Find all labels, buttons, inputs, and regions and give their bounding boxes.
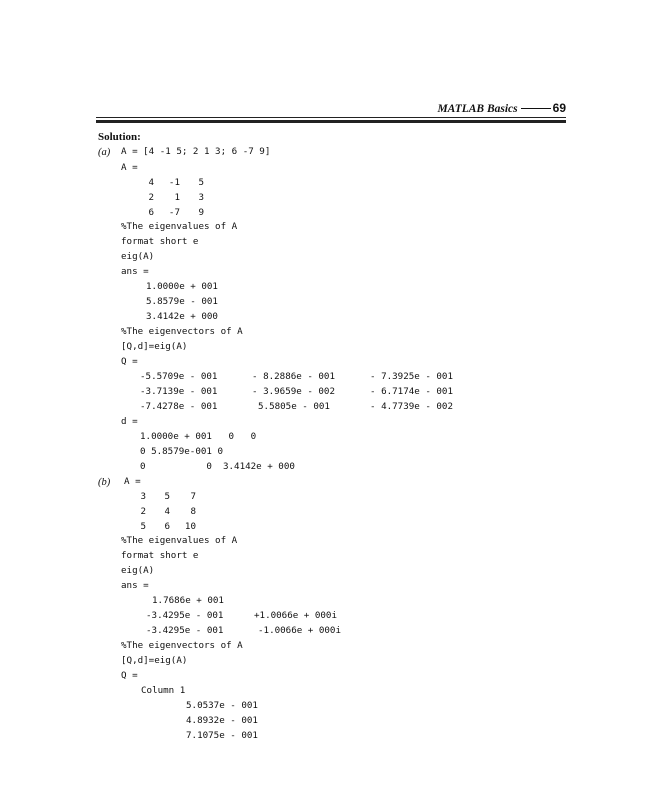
part-a-d-label: d = bbox=[121, 416, 138, 427]
part-a-qd-command: [Q,d]=eig(A) bbox=[121, 341, 188, 352]
solution-heading: Solution: bbox=[98, 131, 141, 143]
part-b-eigenvalue: -3.4295e - 001 bbox=[146, 610, 224, 621]
q-cell: - 6.7174e - 001 bbox=[370, 386, 453, 397]
matrix-cell: -7 bbox=[168, 207, 180, 218]
part-b-comment-eigenvectors: %The eigenvectors of A bbox=[121, 640, 243, 651]
part-b-comment-eigenvalues: %The eigenvalues of A bbox=[121, 535, 238, 546]
part-a-label: (a) bbox=[98, 147, 111, 158]
part-b-eigenvalue: -3.4295e - 001 bbox=[146, 625, 224, 636]
matrix-cell: 1 bbox=[174, 192, 180, 203]
running-head-title: MATLAB Basics bbox=[437, 103, 518, 115]
q-cell: - 8.2886e - 001 bbox=[252, 371, 335, 382]
matrix-cell: 6 bbox=[164, 521, 170, 532]
page-number: 69 bbox=[552, 101, 566, 115]
header-rule-thick bbox=[96, 120, 566, 123]
matrix-cell: 8 bbox=[190, 506, 196, 517]
part-b-column-label: Column 1 bbox=[141, 685, 186, 696]
part-a-eigenvalue: 3.4142e + 000 bbox=[146, 311, 218, 322]
part-b-eigenvalue-imag: +1.0066e + 000i bbox=[254, 610, 337, 621]
part-b-column-value: 7.1075e - 001 bbox=[186, 730, 258, 741]
q-cell: - 3.9659e - 002 bbox=[252, 386, 335, 397]
matrix-cell: 10 bbox=[184, 521, 196, 532]
part-a-d-row: 0 0 3.4142e + 000 bbox=[140, 461, 295, 472]
part-a-ans-label: ans = bbox=[121, 266, 149, 277]
part-a-eigenvalue: 5.8579e - 001 bbox=[146, 296, 218, 307]
part-b-format-command: format short e bbox=[121, 550, 199, 561]
q-cell: - 4.7739e - 002 bbox=[370, 401, 453, 412]
part-a-command: A = [4 -1 5; 2 1 3; 6 -7 9] bbox=[121, 146, 271, 157]
q-cell: - 7.3925e - 001 bbox=[370, 371, 453, 382]
q-cell: -3.7139e - 001 bbox=[140, 386, 218, 397]
matrix-cell: 2 bbox=[148, 192, 154, 203]
matrix-cell: -1 bbox=[168, 177, 180, 188]
part-a-eig-command: eig(A) bbox=[121, 251, 155, 262]
matrix-cell: 7 bbox=[190, 491, 196, 502]
part-b-ans-label: ans = bbox=[121, 580, 149, 591]
part-a-d-row: 0 5.8579e-001 0 bbox=[140, 446, 223, 457]
matrix-cell: 5 bbox=[198, 177, 204, 188]
part-a-comment-eigenvectors: %The eigenvectors of A bbox=[121, 326, 243, 337]
part-a-matrix-label: A = bbox=[121, 162, 138, 173]
matrix-cell: 4 bbox=[148, 177, 154, 188]
part-b-matrix-label: A = bbox=[124, 476, 141, 487]
matrix-cell: 6 bbox=[148, 207, 154, 218]
matrix-cell: 3 bbox=[198, 192, 204, 203]
part-b-column-value: 5.0537e - 001 bbox=[186, 700, 258, 711]
part-b-q-label: Q = bbox=[121, 670, 138, 681]
matrix-cell: 5 bbox=[164, 491, 170, 502]
part-b-eigenvalue-imag: -1.0066e + 000i bbox=[258, 625, 341, 636]
part-b-qd-command: [Q,d]=eig(A) bbox=[121, 655, 188, 666]
part-b-label: (b) bbox=[98, 477, 111, 488]
matrix-cell: 3 bbox=[140, 491, 146, 502]
matrix-cell: 5 bbox=[140, 521, 146, 532]
part-b-eigenvalue: 1.7686e + 001 bbox=[152, 595, 224, 606]
part-b-column-value: 4.8932e - 001 bbox=[186, 715, 258, 726]
part-a-d-row: 1.0000e + 001 0 0 bbox=[140, 431, 257, 442]
running-head bbox=[96, 100, 566, 116]
part-a-q-label: Q = bbox=[121, 356, 138, 367]
header-rule-thin bbox=[96, 117, 566, 118]
part-a-eigenvalue: 1.0000e + 001 bbox=[146, 281, 218, 292]
matrix-cell: 2 bbox=[140, 506, 146, 517]
q-cell: -7.4278e - 001 bbox=[140, 401, 218, 412]
matrix-cell: 9 bbox=[198, 207, 204, 218]
part-a-format-command: format short e bbox=[121, 236, 199, 247]
part-b-eig-command: eig(A) bbox=[121, 565, 155, 576]
matrix-cell: 4 bbox=[164, 506, 170, 517]
part-a-comment-eigenvalues: %The eigenvalues of A bbox=[121, 221, 238, 232]
q-cell: 5.5805e - 001 bbox=[258, 401, 330, 412]
running-head-dash bbox=[521, 108, 551, 109]
q-cell: -5.5709e - 001 bbox=[140, 371, 218, 382]
